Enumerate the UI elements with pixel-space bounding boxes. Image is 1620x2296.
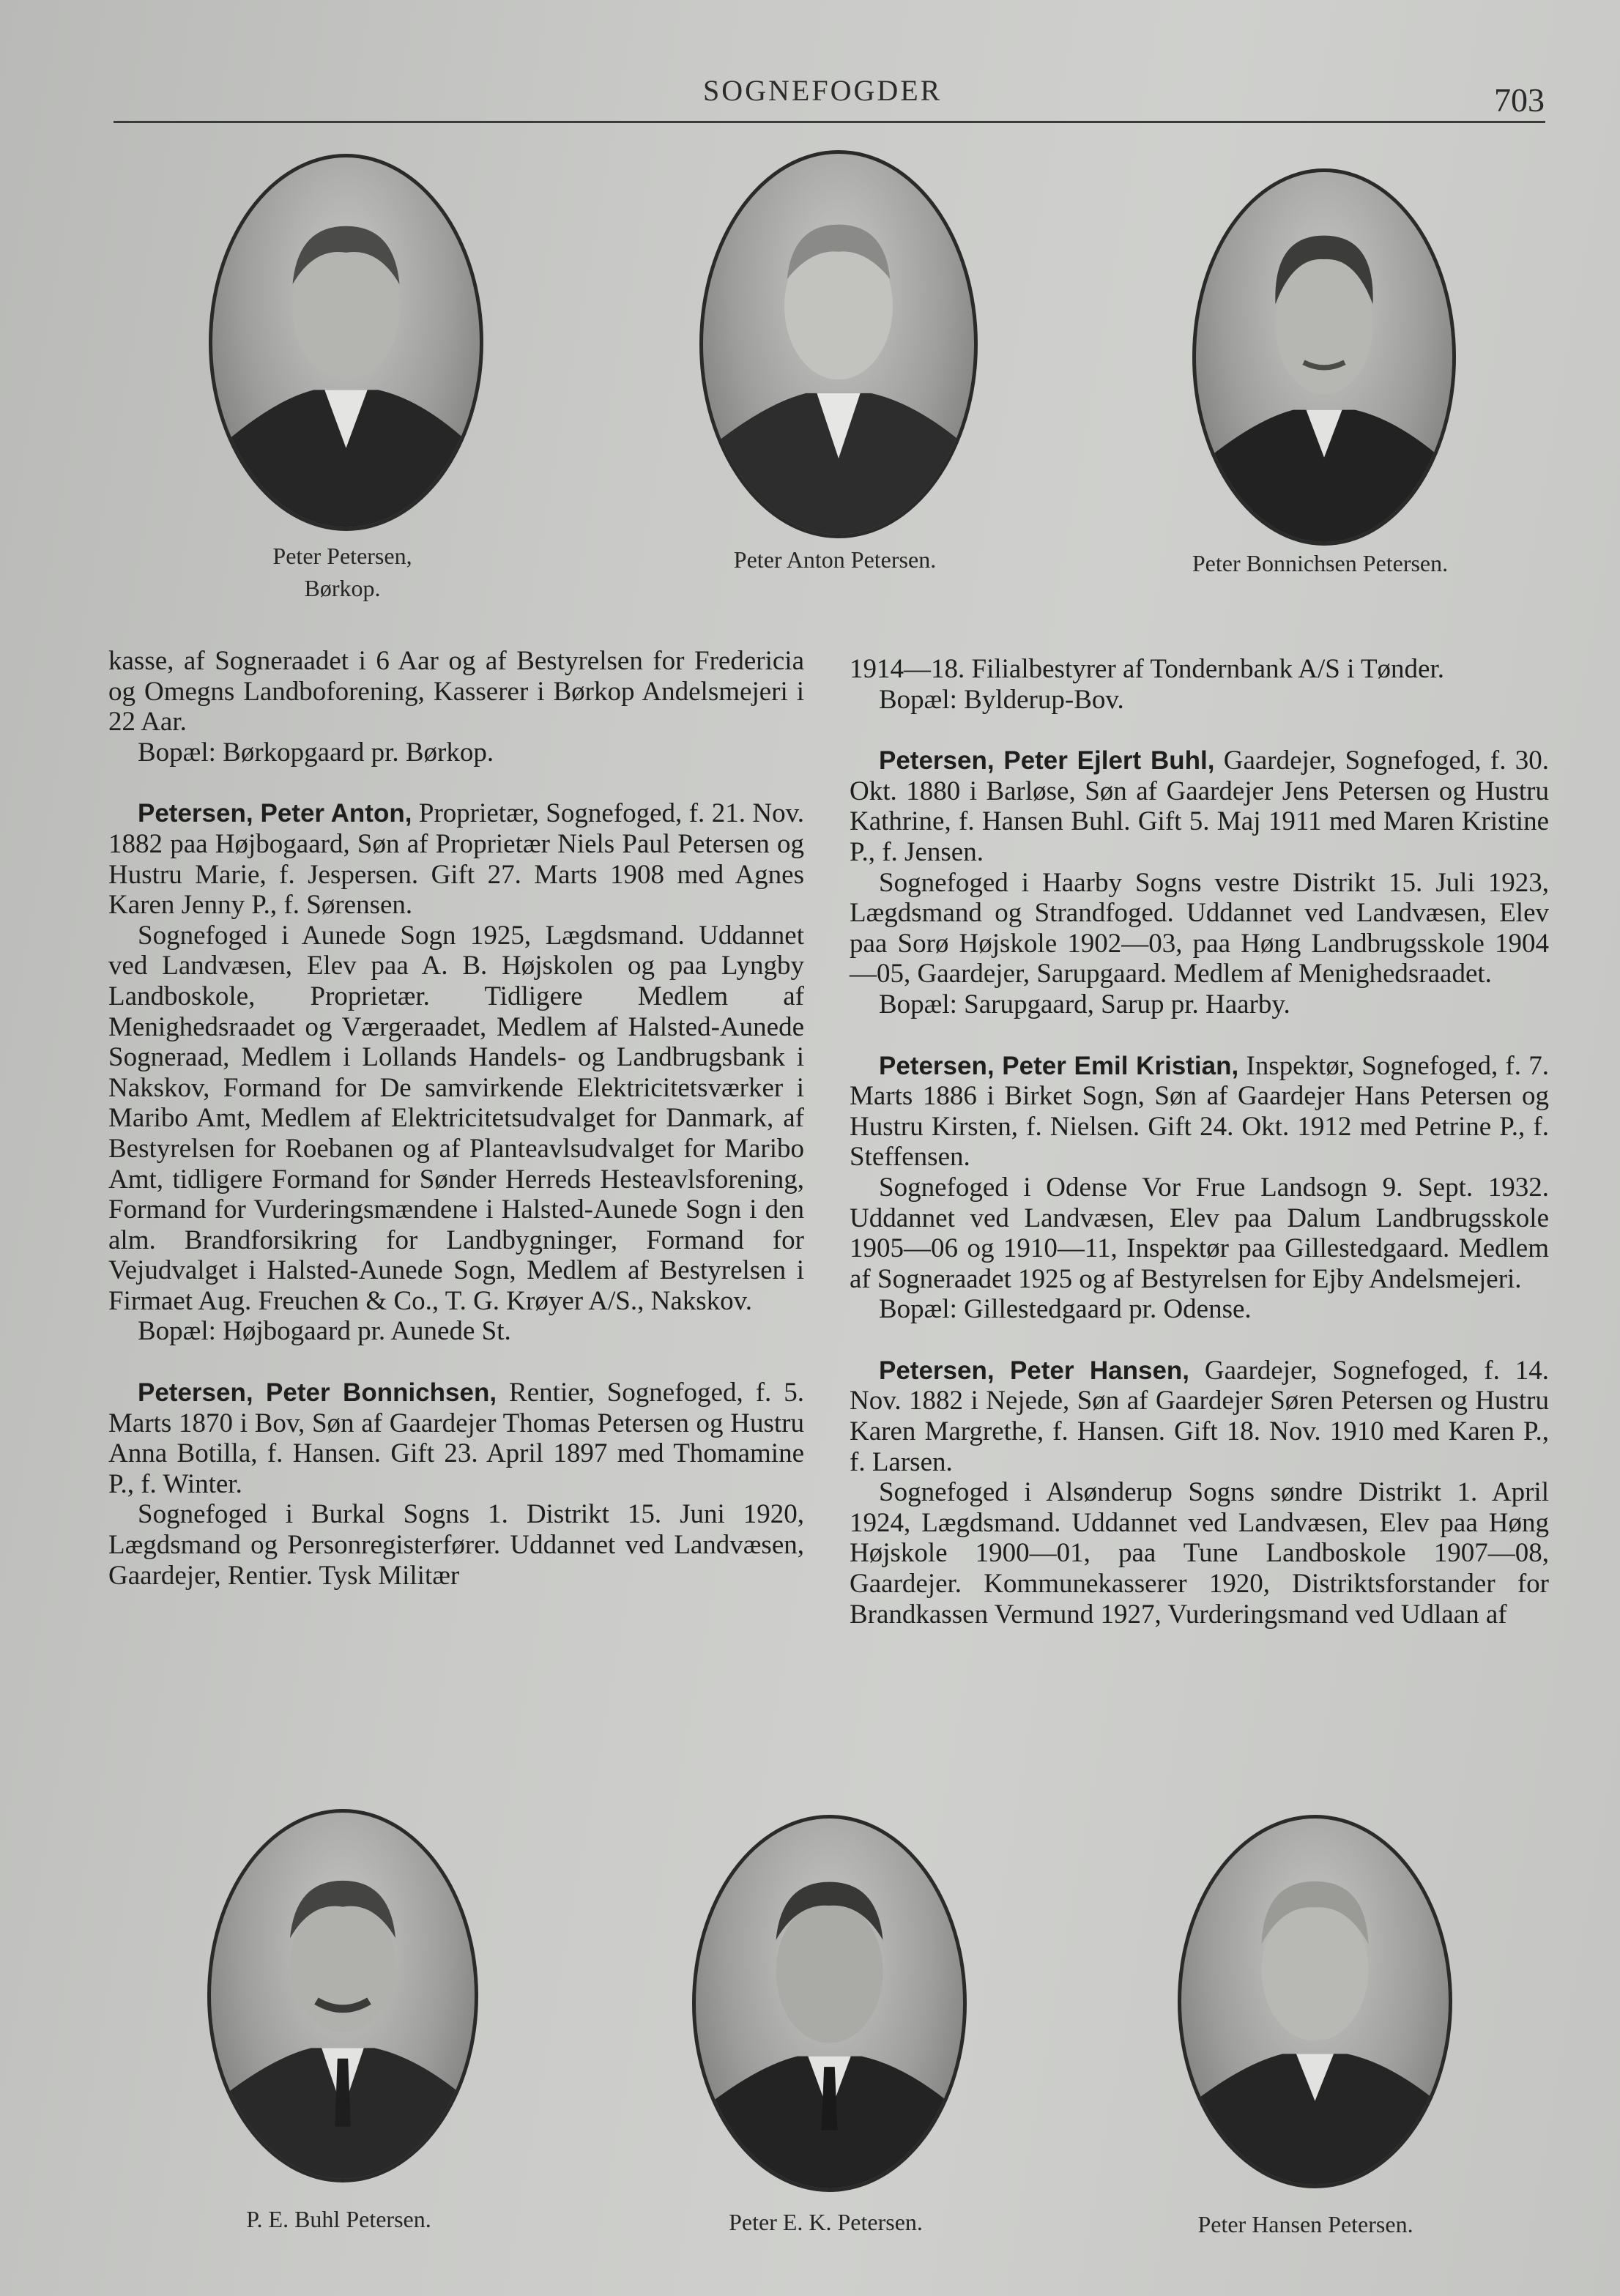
entry-peter-emil-intro — [850, 1051, 1549, 1173]
entry-peter-ejlert-address: Bopæl: Sarupgaard, Sarup pr. Haarby. — [879, 989, 1290, 1019]
running-header: SOGNEFOGDER — [703, 74, 943, 107]
entry-peter-emil-address: Bopæl: Gillestedgaard pr. Odense. — [879, 1294, 1252, 1325]
continuation-address: Bopæl: Børkopgaard pr. Børkop. — [138, 737, 494, 768]
caption-portrait-5 — [655, 2206, 996, 2238]
continuation-text: 1914—18. Filialbestyrer af Tondernbank A/S i Tønder. — [850, 654, 1444, 684]
entry-peter-ejlert-intro — [850, 746, 1549, 867]
entry-name: Petersen, Peter Hansen, — [879, 1356, 1190, 1385]
entry-peter-anton-address: Bopæl: Højbogaard pr. Aunede St. — [138, 1316, 511, 1347]
header-rule — [114, 121, 1545, 123]
entry-name: Petersen, Peter Bonnichsen, — [138, 1378, 497, 1408]
entry-peter-emil-body: Sognefoged i Odense Vor Frue Landsogn 9. Sept. 1932. Uddannet ved Landvæsen, Elev paa Dalum Landbrugsskole 1905—06 og 1910—11, Inspektør paa Gillestedgaard. Medlem af Sogneraadet 1925 og af Bestyrelsen for Ejby Andelsmejeri. — [850, 1172, 1549, 1294]
caption-name: P. E. Buhl Petersen. — [246, 2206, 431, 2232]
entry-peter-anton-intro — [108, 798, 804, 920]
entry-peter-hansen-body: Sognefoged i Alsønderup Sogns søndre Distrikt 1. April 1924, Lægdsmand. Uddannet ved Landvæsen, Elev paa Høng Højskole 1900—01, paa Tune Landboskole 1907—08, Gaardejer. Kommunekasserer 1920, Distriktsforstander for Brandkassen Vermund 1927, Vurderingsmand ved Udlaan af — [850, 1477, 1549, 1630]
entry-intro: Rentier, Sognefoged, f. 5. Marts 1870 i Bov, Søn af Gaardejer Thomas Petersen og Hustru Anna Botilla, f. Hansen. Gift 23. April 1897 med Thomamine P., f. Winter. — [108, 1378, 804, 1499]
left-column — [108, 646, 804, 1591]
entry-name: Petersen, Peter Emil Kristian, — [879, 1051, 1239, 1080]
page-number: 703 — [1494, 81, 1545, 119]
caption-name: Peter Hansen Petersen. — [1197, 2211, 1413, 2237]
entry-peter-ejlert-body: Sognefoged i Haarby Sogns vestre Distrikt 15. Juli 1923, Lægdsmand og Strandfoged. Uddannet ved Landvæsen, Elev paa Sorø Højskole 1902—03, paa Høng Landbrugsskole 1904—05, Gaardejer, Sarupgaard. Medlem af Menighedsraadet. — [850, 867, 1549, 989]
entry-intro: Gaardejer, Sognefoged, f. 30. Okt. 1880 i Barløse, Søn af Gaardejer Jens Petersen og Hustru Kathrine, f. Hansen Buhl. Gift 5. Maj 1911 med Maren Kristine P., f. Jensen. — [850, 746, 1549, 867]
entry-name: Petersen, Peter Anton, — [138, 799, 412, 828]
caption-place: Børkop. — [304, 575, 381, 601]
continuation-text: kasse, af Sogneraadet i 6 Aar og af Bestyrelsen for Fredericia og Omegns Landboforening, Kasserer i Børkop Andelsmejeri i 22 Aar. — [108, 646, 804, 738]
entry-peter-hansen-intro — [850, 1356, 1549, 1477]
caption-name: Peter Petersen, — [272, 543, 412, 569]
portrait-peter-petersen — [209, 154, 483, 531]
entry-peter-bonnichsen-body: Sognefoged i Burkal Sogns 1. Distrikt 15. Juni 1920, Lægdsmand og Personregisterfører. Uddannet ved Landvæsen, Gaardejer, Rentier. Tysk Militær — [108, 1499, 804, 1591]
caption-portrait-1 — [190, 540, 494, 604]
continuation-address: Bopæl: Bylderup-Bov. — [879, 684, 1124, 715]
portrait-peter-e-k-petersen — [692, 1815, 967, 2192]
caption-name: Peter E. K. Petersen. — [729, 2209, 923, 2235]
entry-name: Petersen, Peter Ejlert Buhl, — [879, 746, 1215, 776]
caption-name: Peter Anton Petersen. — [733, 546, 937, 573]
entry-peter-bonnichsen-intro — [108, 1378, 804, 1499]
portrait-peter-anton-petersen — [699, 150, 978, 538]
caption-name: Peter Bonnichsen Petersen. — [1192, 550, 1449, 576]
entry-peter-anton-body: Sognefoged i Aunede Sogn 1925, Lægdsmand. Uddannet ved Landvæsen, Elev paa A. B. Højskolen og paa Lyngby Landboskole, Proprietær. Tidligere Medlem af Menighedsraadet og Værgeraadet, Medlem af Halsted-Aunede Sogneraad, Medlem i Lollands Handels- og Landbrugsbank i Nakskov, Formand for De samvirkende Elektricitetsværker i Maribo Amt, Medlem af Elektricitetsudvalget for Danmark, af Bestyrelsen for Roebanen og af Planteavlsudvalget for Maribo Amt, tidligere Formand for Sønder Herreds Hesteavlsforening, Formand for Vurderingsmændene i Halsted-Aunede Sogn i den alm. Brandforsikring for Landbygninger, Formand for Vejudvalget i Halsted-Aunede Sogn, Medlem af Bestyrelsen i Firmaet Aug. Freuchen & Co., T. G. Krøyer A/S., Nakskov. — [108, 920, 804, 1316]
entry-intro: Inspektør, Sognefoged, f. 7. Marts 1886 i Birket Sogn, Søn af Gaardejer Hans Petersen og Hustru Kirsten, f. Nielsen. Gift 24. Okt. 1912 med Petrine P., f. Steffensen. — [850, 1050, 1549, 1173]
portrait-peter-bonnichsen-petersen — [1192, 168, 1456, 546]
portrait-peter-hansen-petersen — [1178, 1815, 1452, 2188]
caption-portrait-2 — [663, 543, 1007, 576]
right-column — [850, 654, 1549, 1630]
portrait-p-e-buhl-petersen — [207, 1809, 478, 2182]
entry-intro: Proprietær, Sognefoged, f. 21. Nov. 1882 paa Højbogaard, Søn af Proprietær Niels Paul Petersen og Hustru Marie, f. Jespersen. Gift 27. Marts 1908 med Agnes Karen Jenny P., f. Sørensen. — [108, 798, 804, 921]
caption-portrait-4 — [176, 2203, 502, 2235]
caption-portrait-6 — [1128, 2208, 1483, 2240]
entry-intro: Gaardejer, Sognefoged, f. 14. Nov. 1882 i Nejede, Søn af Gaardejer Søren Petersen og Hustru Karen Margrethe, f. Hansen. Gift 18. Nov. 1910 med Karen P., f. Larsen. — [850, 1355, 1549, 1477]
caption-portrait-3 — [1124, 547, 1516, 579]
